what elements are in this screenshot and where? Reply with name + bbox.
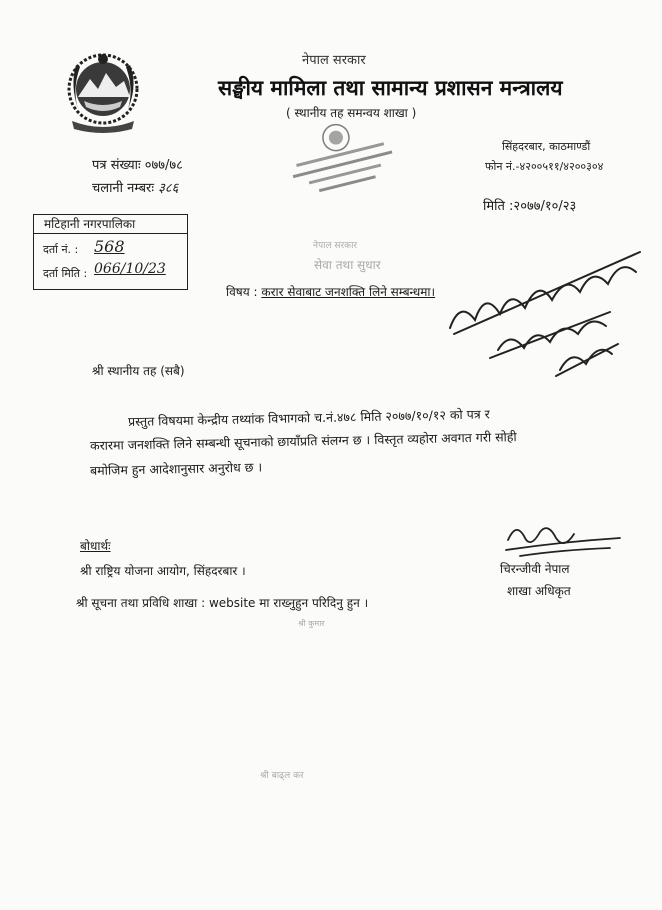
cc-recipient: श्री राष्ट्रिय योजना आयोग, सिंहदरबार । bbox=[80, 564, 246, 578]
nepal-government-emblem bbox=[62, 45, 144, 135]
ministry-title: सङ्घीय मामिला तथा सामान्य प्रशासन मन्त्रालय bbox=[218, 76, 563, 100]
faint-text-3: श्री कुमार bbox=[298, 619, 325, 628]
subject-label: विषय : bbox=[226, 285, 258, 299]
cc-heading: बोधार्थः bbox=[80, 539, 111, 553]
registration-stamp bbox=[33, 214, 188, 290]
signatory-name: चिरन्जीवी नेपाल bbox=[500, 562, 570, 576]
subject-text: करार सेवाबाट जनशक्ति लिने सम्बन्धमा। bbox=[261, 285, 436, 299]
office-phone: फोन नं.-४२००५११/४२००३०४ bbox=[485, 160, 604, 173]
office-address: सिंहदरबार, काठमाण्डौं bbox=[502, 140, 591, 153]
handwritten-annotation bbox=[440, 230, 655, 380]
section-name: ( स्थानीय तह समन्वय शाखा ) bbox=[286, 106, 417, 120]
government-name: नेपाल सरकार bbox=[302, 53, 366, 68]
dispatch-value: ३८६ bbox=[158, 181, 179, 196]
subject-line bbox=[226, 283, 435, 300]
body-line: बमोजिम हुन आदेशानुसार अनुरोध छ । bbox=[89, 459, 263, 478]
faint-text-1: नेपाल सरकार bbox=[313, 241, 358, 251]
office-seal bbox=[282, 115, 400, 201]
letter-number: पत्र संख्याः ०७७/७८ bbox=[92, 158, 183, 173]
faint-text-4: श्री बाढ्ल कर bbox=[260, 771, 304, 781]
registration-date-value: 066/10/23 bbox=[94, 261, 166, 277]
signature bbox=[500, 520, 625, 560]
dispatch-number bbox=[92, 178, 178, 196]
registration-number-label: दर्ता नं. : bbox=[43, 243, 79, 256]
registration-number-value: 568 bbox=[94, 237, 125, 256]
recipient: श्री स्थानीय तह (सबै) bbox=[92, 364, 185, 378]
body-line: करारमा जनशक्ति लिने सम्बन्धी सूचनाको छायाँप्रति संलग्न छ । विस्तृत व्यहोरा अवगत गरी सोही bbox=[89, 429, 517, 453]
body-line: प्रस्तुत विषयमा केन्द्रीय तथ्यांक विभागको च.नं.४७८ मिति २०७७/१०/१२ को पत्र र bbox=[127, 406, 490, 429]
dispatch-label: चलानी नम्बरः bbox=[92, 181, 154, 196]
stamp-office-name: मटिहानी नगरपालिका bbox=[34, 215, 187, 234]
letter-date: मिति :२०७७/१०/२३ bbox=[483, 199, 577, 214]
registration-date-label: दर्ता मिति : bbox=[43, 267, 88, 280]
cc-recipient: श्री सूचना तथा प्रविधि शाखा : website मा राख्नुहुन परिदिनु हुन । bbox=[76, 596, 369, 610]
faint-text-2: सेवा तथा सुधार bbox=[314, 258, 381, 272]
signatory-title: शाखा अधिकृत bbox=[507, 584, 571, 598]
